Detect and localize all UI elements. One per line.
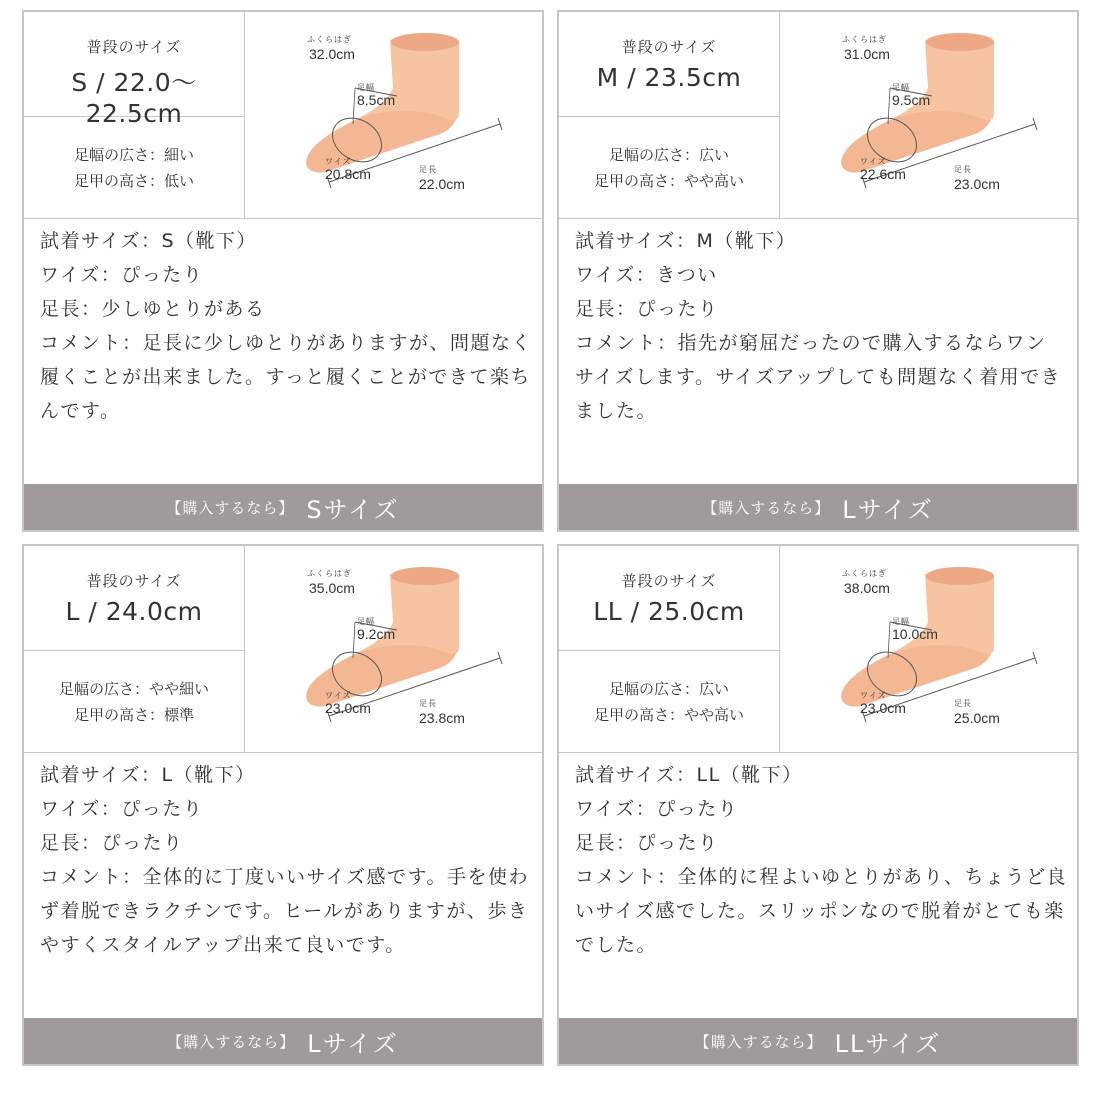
ball-value: 10.0cm (892, 626, 938, 642)
length-label: 足長 (954, 699, 972, 708)
recommend-prefix: 【購入するなら】 (166, 498, 295, 517)
ball-label: 足幅 (892, 617, 910, 626)
foot-illustration (780, 12, 1077, 218)
foot-features-box (24, 117, 245, 218)
usual-size-label: 普段のサイズ (86, 38, 182, 56)
length-label: 足長 (419, 165, 437, 174)
card-header (24, 12, 542, 219)
foot-width-text: 足幅の広さ：やや細い (58, 679, 209, 698)
usual-size-label: 普段のサイズ (621, 572, 717, 590)
recommend-prefix: 【購入するなら】 (702, 498, 831, 517)
length-value: 25.0cm (954, 710, 1000, 726)
recommend-banner (24, 484, 542, 530)
review-text (575, 758, 1067, 962)
wise-value: 23.0cm (325, 700, 371, 716)
length-value: 23.8cm (419, 710, 465, 726)
comment-line: コメント：足長に少しゆとりがありますが、問題なく履くことが出来ました。すっと履くことができて楽ちんです。 (40, 332, 533, 422)
wise-fit-line: ワイズ：ぴったり (40, 264, 204, 286)
recommend-size: Sサイズ (306, 495, 400, 524)
length-fit-line: 足長：少しゆとりがある (40, 298, 266, 320)
wise-value: 22.6cm (860, 166, 906, 182)
calf-value: 31.0cm (844, 46, 890, 62)
wise-fit-line: ワイズ：きつい (575, 264, 718, 286)
foot-width-text: 足幅の広さ：広い (608, 679, 729, 698)
wise-value: 20.8cm (325, 166, 371, 182)
size-card-m (557, 10, 1079, 532)
ball-value: 8.5cm (357, 92, 396, 108)
ball-label: 足幅 (357, 617, 375, 626)
recommend-banner (24, 1018, 542, 1064)
foot-illustration (245, 546, 542, 752)
recommend-banner (559, 1018, 1077, 1064)
length-label: 足長 (419, 699, 437, 708)
trial-size-line: 試着サイズ：LL（靴下） (575, 764, 803, 786)
wise-label: ワイズ (325, 157, 352, 166)
size-card-l (22, 544, 544, 1066)
usual-size-value: L / 24.0cm (65, 597, 203, 626)
recommend-banner (559, 484, 1077, 530)
wise-label: ワイズ (860, 157, 887, 166)
calf-value: 38.0cm (844, 580, 890, 596)
usual-size-value: LL / 25.0cm (593, 597, 745, 626)
foot-diagram (780, 12, 1077, 218)
card-header (559, 12, 1077, 219)
comment-line: コメント：指先が窮屈だったので購入するならワンサイズします。サイズアップしても問題なく着用できました。 (575, 332, 1062, 422)
wise-fit-line: ワイズ：ぴったり (40, 798, 204, 820)
card-header (559, 546, 1077, 753)
usual-size-value: M / 23.5cm (596, 63, 742, 92)
comment-line: コメント：全体的に程よいゆとりがあり、ちょうど良いサイズ感でした。スリッポンなので脱着がとても楽でした。 (575, 866, 1068, 956)
comment-line: コメント：全体的に丁度いいサイズ感です。手を使わず着脱できラクチンです。ヒールがありますが、歩きやすくスタイルアップ出来て良いです。 (40, 866, 529, 956)
ball-label: 足幅 (892, 83, 910, 92)
size-card-ll (557, 544, 1079, 1066)
length-fit-line: 足長：ぴったり (40, 832, 184, 854)
usual-size-label: 普段のサイズ (86, 572, 182, 590)
wise-fit-line: ワイズ：ぴったり (575, 798, 739, 820)
length-value: 23.0cm (954, 176, 1000, 192)
recommend-size: Lサイズ (842, 495, 934, 524)
calf-value: 35.0cm (309, 580, 355, 596)
usual-size-box (559, 546, 780, 651)
instep-height-text: 足甲の高さ：やや高い (593, 171, 744, 190)
usual-size-box (24, 546, 245, 651)
foot-diagram (245, 12, 542, 218)
length-fit-line: 足長：ぴったり (575, 832, 719, 854)
trial-size-line: 試着サイズ：M（靴下） (575, 230, 797, 252)
instep-height-text: 足甲の高さ：標準 (73, 705, 194, 724)
trial-size-line: 試着サイズ：S（靴下） (40, 230, 258, 252)
foot-features-box (559, 651, 780, 752)
instep-height-text: 足甲の高さ：やや高い (593, 705, 744, 724)
size-card-s (22, 10, 544, 532)
foot-illustration (780, 546, 1077, 752)
review-text (575, 224, 1067, 428)
foot-diagram (245, 546, 542, 752)
review-text (40, 758, 532, 962)
card-header (24, 546, 542, 753)
recommend-size: Lサイズ (307, 1029, 399, 1058)
foot-illustration (245, 12, 542, 218)
ball-value: 9.2cm (357, 626, 396, 642)
usual-size-value: S / 22.0〜22.5cm (71, 68, 197, 128)
usual-size-label: 普段のサイズ (621, 38, 717, 56)
foot-width-text: 足幅の広さ：細い (73, 145, 194, 164)
foot-width-text: 足幅の広さ：広い (608, 145, 729, 164)
instep-height-text: 足甲の高さ：低い (73, 171, 194, 190)
length-value: 22.0cm (419, 176, 465, 192)
calf-label: ふくらはぎ (842, 569, 887, 578)
wise-value: 23.0cm (860, 700, 906, 716)
calf-label: ふくらはぎ (307, 35, 352, 44)
ball-label: 足幅 (357, 83, 375, 92)
calf-label: ふくらはぎ (842, 35, 887, 44)
foot-diagram (780, 546, 1077, 752)
length-fit-line: 足長：ぴったり (575, 298, 719, 320)
wise-label: ワイズ (860, 691, 887, 700)
trial-size-line: 試着サイズ：L（靴下） (40, 764, 256, 786)
foot-features-box (559, 117, 780, 218)
length-label: 足長 (954, 165, 972, 174)
wise-label: ワイズ (325, 691, 352, 700)
recommend-prefix: 【購入するなら】 (167, 1032, 296, 1051)
recommend-prefix: 【購入するなら】 (694, 1032, 823, 1051)
foot-features-box (24, 651, 245, 752)
usual-size-box (24, 12, 245, 128)
recommend-size: LLサイズ (834, 1029, 942, 1058)
usual-size-box (559, 12, 780, 117)
review-text (40, 224, 532, 428)
calf-value: 32.0cm (309, 46, 355, 62)
calf-label: ふくらはぎ (307, 569, 352, 578)
ball-value: 9.5cm (892, 92, 931, 108)
